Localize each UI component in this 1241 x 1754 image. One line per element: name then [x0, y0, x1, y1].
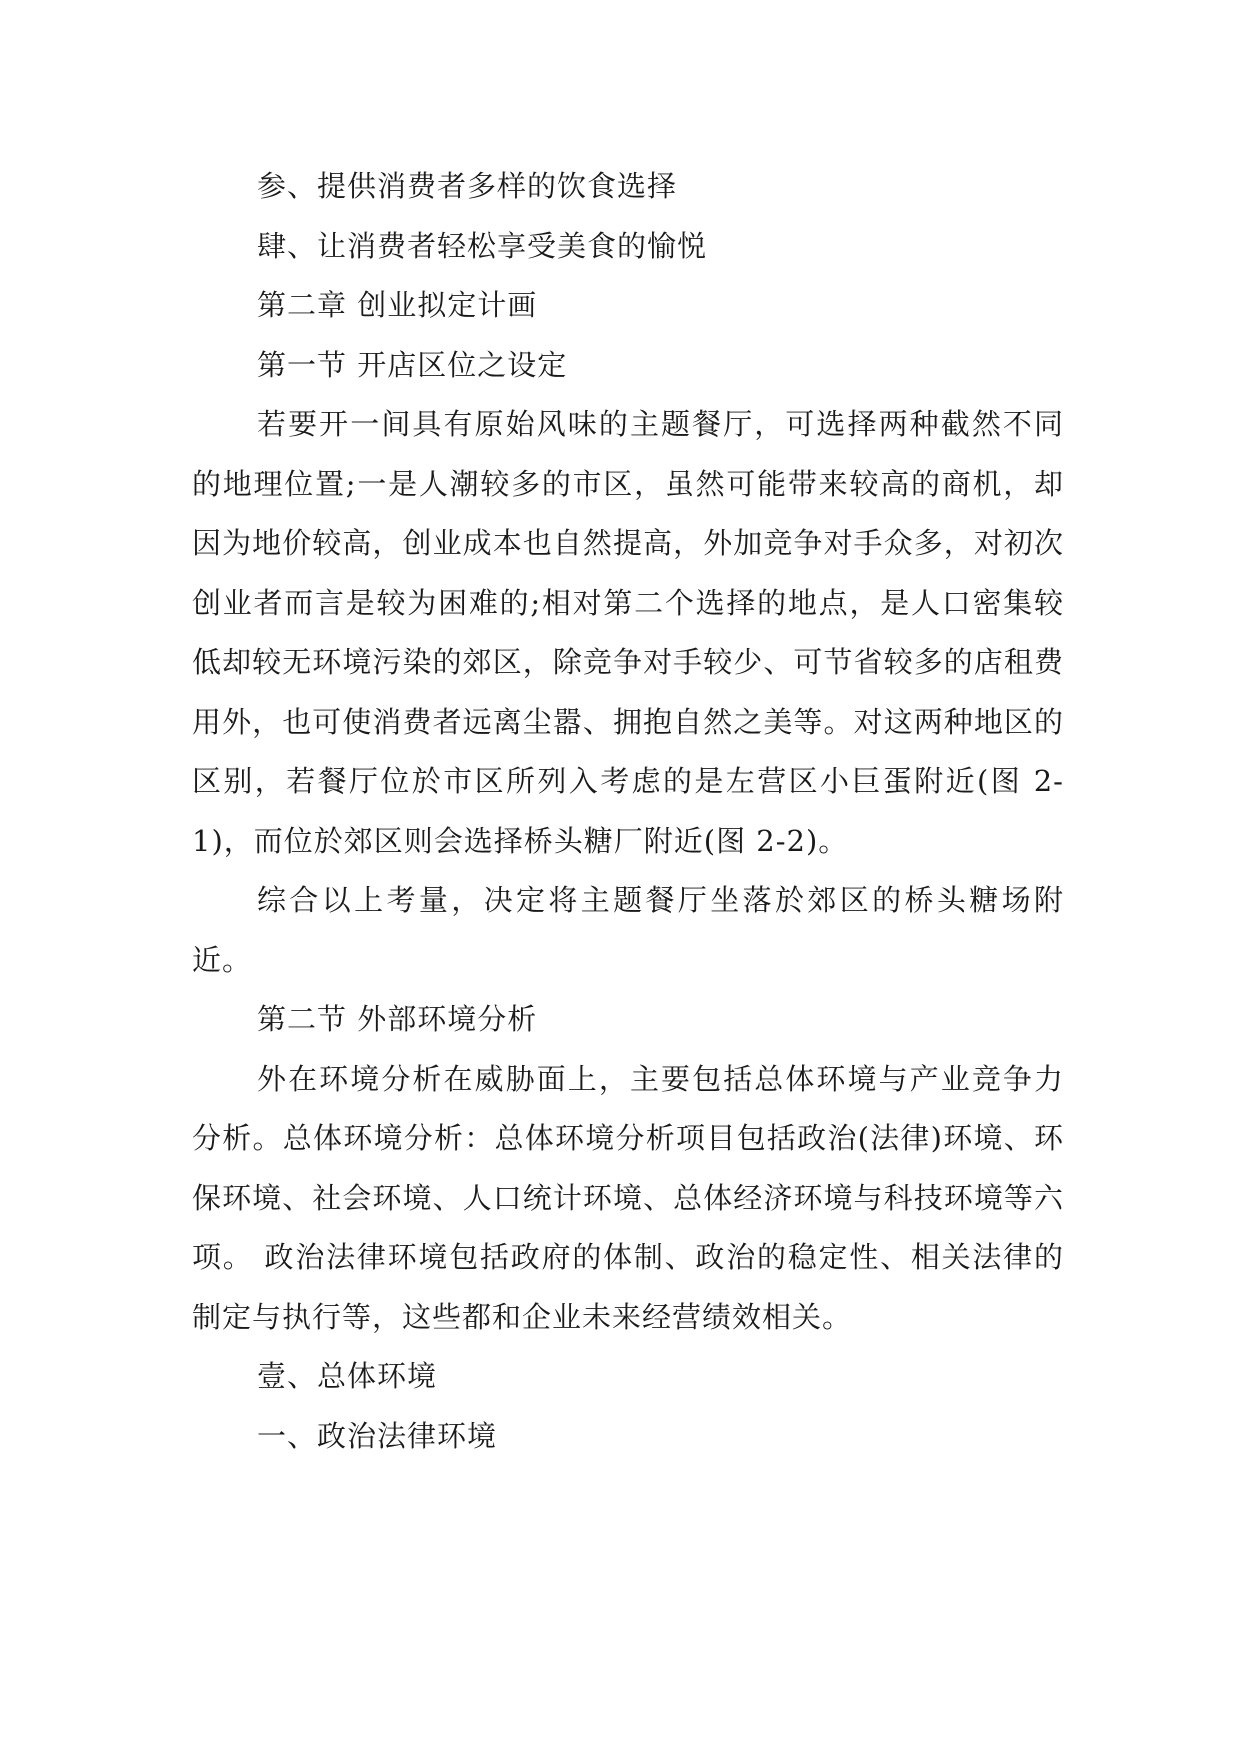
section-heading-1: 第一节 开店区位之设定: [257, 347, 568, 382]
list-item-san: 参、提供消费者多样的饮食选择: [257, 169, 678, 203]
body-paragraph-conclusion: 综合以上考量，决定将主题餐厅坐落於郊区的桥头糖场附近。: [192, 883, 1064, 977]
chapter-heading: 第二章 创业拟定计画: [257, 288, 538, 322]
body-paragraph-location: 若要开一间具有原始风味的主题餐厅，可选择两种截然不同的地理位置;一是人潮较多的市区，虽然可能带来较高的商机，却因为地价较高，创业成本也自然提高，外加竞争对手众多，对初次创业者而言是较为困难的;相对第二个选择的地点，是人口密集较低却较无环境污染的郊区，除竞争对手较少、可节省较多的店租费用外，也可使消费者远离尘嚣、拥抱自然之美等。对这两种地区的区别，若餐厅位於市区所列入考虑的是左营区小巨蛋附近(图 2-1)，而位於郊区则会选择桥头糖厂附近(图 2-2)。: [192, 407, 1064, 858]
subheading-political-legal: 一、政治法律环境: [257, 1418, 498, 1453]
subheading-overall-environment: 壹、总体环境: [257, 1359, 438, 1393]
list-item-si: 肆、让消费者轻松享受美食的愉悦: [257, 228, 708, 263]
section-heading-2: 第二节 外部环境分析: [257, 1002, 538, 1036]
body-paragraph-environment: 外在环境分析在威胁面上，主要包括总体环境与产业竞争力分析。总体环境分析：总体环境分析项目包括政治(法律)环境、环保环境、社会环境、人口统计环境、总体经济环境与科技环境等六项。 政治法律环境包括政府的体制、政治的稳定性、相关法律的制定与执行等，这些都和企业未来经营绩效相关。: [192, 1061, 1064, 1334]
document-page: [192, 157, 1064, 1466]
